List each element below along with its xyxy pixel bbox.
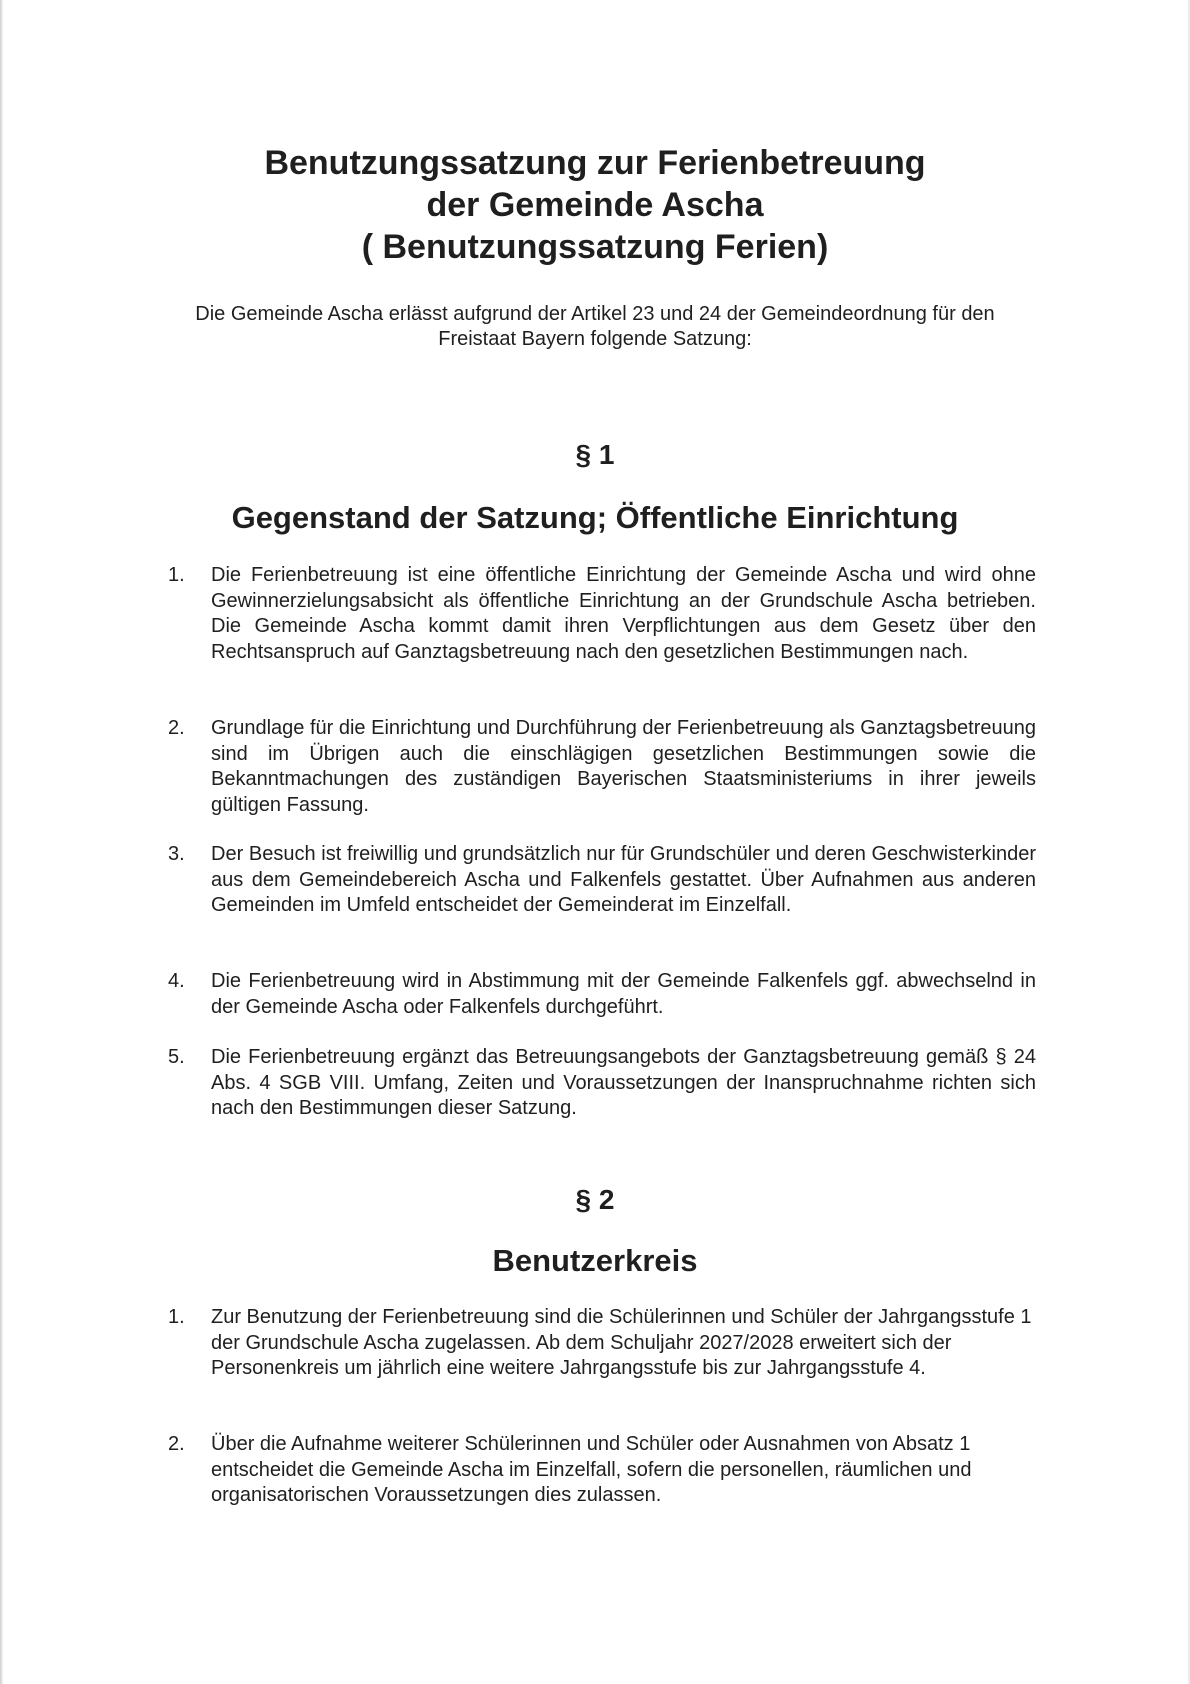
- list-item-number: 1.: [168, 1306, 185, 1328]
- list-item-number: 5.: [168, 1046, 185, 1068]
- list-item-number: 3.: [168, 843, 185, 865]
- list-item-text: Die Ferienbetreuung wird in Abstimmung mit der Gemeinde Falkenfels ggf. abwechselnd in der Gemeinde Ascha oder Falkenfels durchgeführt.: [211, 970, 1036, 1018]
- list-item-text: Zur Benutzung der Ferienbetreuung sind die Schülerinnen und Schüler der Jahrgangsstufe 1 der Grundschule Ascha zugelassen. Ab dem Schuljahr 2027/2028 erweitert sich der Personenkreis um jährlich eine weitere Jahrgangsstufe bis zur Jahrgangsstufe 4.: [211, 1306, 1032, 1379]
- section-2-title: Benutzerkreis: [492, 1243, 698, 1278]
- list-item-number: 4.: [168, 970, 185, 992]
- list-item-number: 2.: [168, 1433, 185, 1455]
- preamble-line: Freistaat Bayern folgende Satzung:: [438, 328, 752, 350]
- title-line: der Gemeinde Ascha: [426, 186, 764, 224]
- section-1-mark: § 1: [575, 439, 615, 470]
- section-2-mark: § 2: [575, 1184, 615, 1215]
- list-item-text: Die Ferienbetreuung ergänzt das Betreuungsangebots der Ganztagsbetreuung gemäß § 24 Abs. 4 SGB VIII. Umfang, Zeiten und Voraussetzungen der Inanspruchnahme richten sich nach den Bestimmungen dieser Satzung.: [211, 1046, 1036, 1119]
- title-line: Benutzungssatzung zur Ferienbetreuung: [264, 144, 926, 182]
- list-item-text: Der Besuch ist freiwillig und grundsätzlich nur für Grundschüler und deren Geschwisterkinder aus dem Gemeindebereich Ascha und Falkenfels gestattet. Über Aufnahmen aus anderen Gemeinden im Umfeld entscheidet der Gemeinderat im Einzelfall.: [211, 843, 1036, 916]
- preamble: [0, 302, 1190, 352]
- list-item-number: 2.: [168, 717, 185, 739]
- list-item-text: Grundlage für die Einrichtung und Durchführung der Ferienbetreuung als Ganztagsbetreuung sind im Übrigen auch die einschlägigen gesetzlichen Bestimmungen sowie die Bekanntmachungen des zuständigen Bayerischen Staatsministeriums in ihrer jeweils gültigen Fassung.: [211, 717, 1036, 816]
- section-1-title: Gegenstand der Satzung; Öffentliche Einrichtung: [231, 500, 959, 535]
- list-item-text: Über die Aufnahme weiterer Schülerinnen und Schüler oder Ausnahmen von Absatz 1 entscheidet die Gemeinde Ascha im Einzelfall, sofern die personellen, räumlichen und organisatorischen Voraussetzungen dies zulassen.: [211, 1433, 972, 1506]
- title-line: ( Benutzungssatzung Ferien): [361, 228, 829, 266]
- list-item-number: 1.: [168, 564, 185, 586]
- preamble-line: Die Gemeinde Ascha erlässt aufgrund der Artikel 23 und 24 der Gemeindeordnung für den: [195, 303, 995, 325]
- document-title: [0, 142, 1190, 268]
- list-item-text: Die Ferienbetreuung ist eine öffentliche Einrichtung der Gemeinde Ascha und wird ohne Gewinnerzielungsabsicht als öffentliche Einrichtung an der Grundschule Ascha betrieben. Die Gemeinde Ascha kommt damit ihren Verpflichtungen aus dem Gesetz über den Rechtsanspruch auf Ganztagsbetreuung nach den gesetzlichen Bestimmungen nach.: [211, 564, 1036, 663]
